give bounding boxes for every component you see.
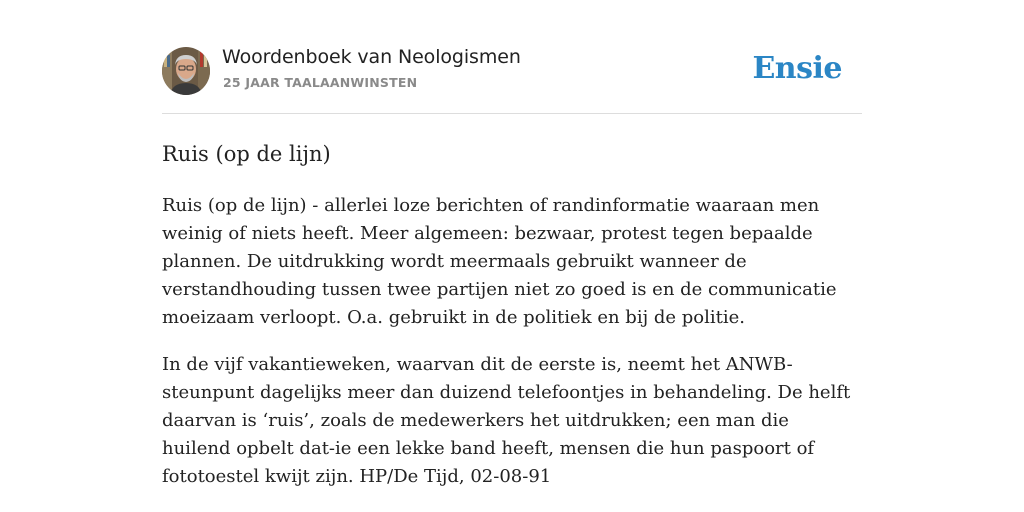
header: [162, 44, 862, 114]
site-title[interactable]: Woordenboek van Neologismen: [222, 46, 521, 68]
entry-definition: Ruis (op de lijn) - allerlei loze berichten of randinformatie waaraan men weinig of niets heeft. Meer algemeen: bezwaar, protest tegen bepaalde plannen. De uitdrukking wordt meermaals gebruikt wanneer de verstandhouding tussen twee partijen niet zo goed is en de communicatie moeizaam verloopt. O.a. gebruikt in de politiek en bij de politie.: [162, 195, 837, 328]
avatar[interactable]: [162, 47, 210, 95]
author-portrait-icon: [162, 47, 210, 95]
entry-card: [162, 44, 862, 491]
entry-quote: In de vijf vakantieweken, waarvan dit de eerste is, neemt het ANWB-steunpunt dagelijks meer dan duizend telefoontjes in behandeling. De helft daarvan is ‘ruis’, zoals de medewerkers het uitdrukken; een man die huilend opbelt dat-ie een lekke band heeft, mensen die hun paspoort of fototoestel kwijt zijn. HP/De Tijd, 02-08-91: [162, 354, 851, 487]
brand-logo[interactable]: Ensie: [752, 51, 842, 86]
site-subtitle: 25 JAAR TAALAANWINSTEN: [223, 75, 418, 90]
entry-title: Ruis (op de lijn): [162, 142, 331, 166]
